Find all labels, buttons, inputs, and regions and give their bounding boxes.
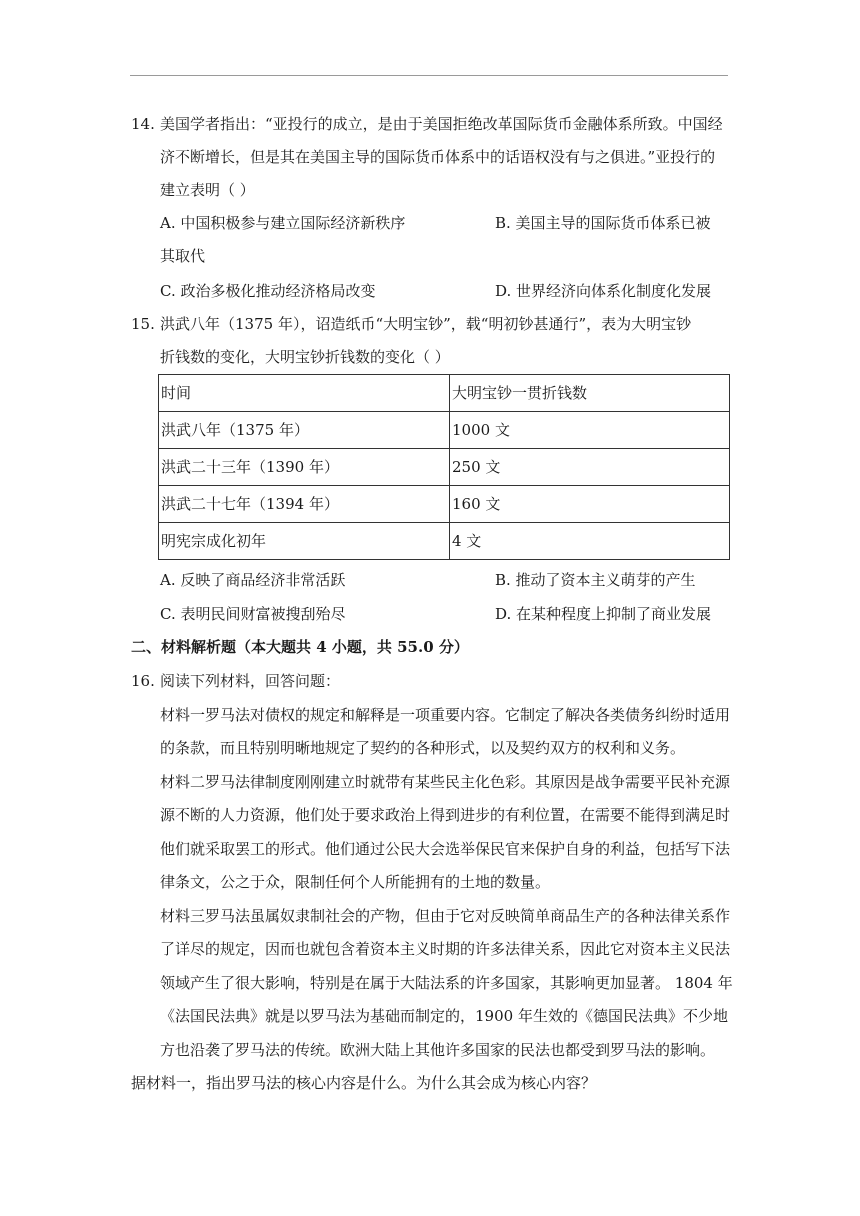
table-cell: 160 文	[450, 486, 730, 523]
table-cell: 洪武八年（1375 年）	[159, 412, 450, 449]
material-1-line: 的条款，而且特别明晰地规定了契约的各种形式，以及契约双方的权利和义务。	[160, 739, 686, 757]
material-1-line: 材料一罗马法对债权的规定和解释是一项重要内容。它制定了解决各类债务纠纷时适用	[160, 706, 731, 724]
question-text-line: 折钱数的变化，大明宝钞折钱数的变化（ ）	[160, 348, 450, 366]
question-text-line: 济不断增长，但是其在美国主导的国际货币体系中的话语权没有与之俱进。”亚投行的	[160, 148, 716, 166]
question-intro: 阅读下列材料，回答问题：	[160, 672, 341, 690]
option-c: C. 政治多极化推动经济格局改变	[160, 282, 376, 300]
header-rule	[130, 75, 728, 76]
material-2-line: 律条文，公之于众，限制任何个人所能拥有的土地的数量。	[160, 873, 551, 891]
material-3-line: 了详尽的规定，因而也就包含着资本主义时期的许多法律关系，因此它对资本主义民法	[160, 940, 731, 958]
option-b-continued: 其取代	[160, 247, 206, 265]
sub-question: 据材料一，指出罗马法的核心内容是什么。为什么其会成为核心内容？	[131, 1074, 597, 1092]
question-number: 16.	[131, 672, 155, 690]
question-number: 14.	[131, 115, 155, 133]
table-cell: 4 文	[450, 523, 730, 560]
table-cell: 明宪宗成化初年	[159, 523, 450, 560]
table-row	[159, 523, 730, 560]
option-a: A. 中国积极参与建立国际经济新秩序	[160, 214, 406, 232]
question-text-line: 建立表明（ ）	[160, 181, 255, 199]
question-number: 15.	[131, 315, 155, 333]
section-title: 二、材料解析题（本大题共 4 小题，共 55.0 分）	[131, 638, 469, 656]
table-cell: 洪武二十三年（1390 年）	[159, 449, 450, 486]
table-cell: 洪武二十七年（1394 年）	[159, 486, 450, 523]
material-3-line: 《法国民法典》就是以罗马法为基础而制定的，1900 年生效的《德国民法典》不少地	[160, 1007, 728, 1025]
question-text-line: 洪武八年（1375 年），诏造纸币“大明宝钞”，载“明初钞甚通行”，表为大明宝钞	[160, 315, 692, 333]
option-a: A. 反映了商品经济非常活跃	[160, 571, 346, 589]
table-row	[159, 412, 730, 449]
material-2-line: 他们就采取罢工的形式。他们通过公民大会选举保民官来保护自身的利益，包括写下法	[160, 840, 731, 858]
table-header-cell: 时间	[159, 375, 450, 412]
table-cell: 1000 文	[450, 412, 730, 449]
material-3-line: 领域产生了很大影响，特别是在属于大陆法系的许多国家，其影响更加显著。 1804 年	[160, 974, 733, 992]
material-3-line: 材料三罗马法虽属奴隶制社会的产物，但由于它对反映简单商品生产的各种法律关系作	[160, 907, 731, 925]
table-row	[159, 486, 730, 523]
table-row	[159, 449, 730, 486]
table-header-row	[159, 375, 730, 412]
option-b: B. 美国主导的国际货币体系已被	[495, 214, 711, 232]
question-text-line: 美国学者指出：“亚投行的成立，是由于美国拒绝改革国际货币金融体系所致。中国经	[160, 115, 723, 133]
option-d: D. 世界经济向体系化制度化发展	[495, 282, 712, 300]
material-2-line: 材料二罗马法律制度刚刚建立时就带有某些民主化色彩。其原因是战争需要平民补充源	[160, 773, 731, 791]
banknote-table	[158, 374, 730, 560]
table-header-cell: 大明宝钞一贯折钱数	[450, 375, 730, 412]
material-3-line: 方也沿袭了罗马法的传统。欧洲大陆上其他许多国家的民法也都受到罗马法的影响。	[160, 1041, 716, 1059]
option-b: B. 推动了资本主义萌芽的产生	[495, 571, 696, 589]
table-cell: 250 文	[450, 449, 730, 486]
material-2-line: 源不断的人力资源，他们处于要求政治上得到进步的有利位置，在需要不能得到满足时	[160, 806, 731, 824]
option-c: C. 表明民间财富被搜刮殆尽	[160, 605, 346, 623]
option-d: D. 在某种程度上抑制了商业发展	[495, 605, 712, 623]
